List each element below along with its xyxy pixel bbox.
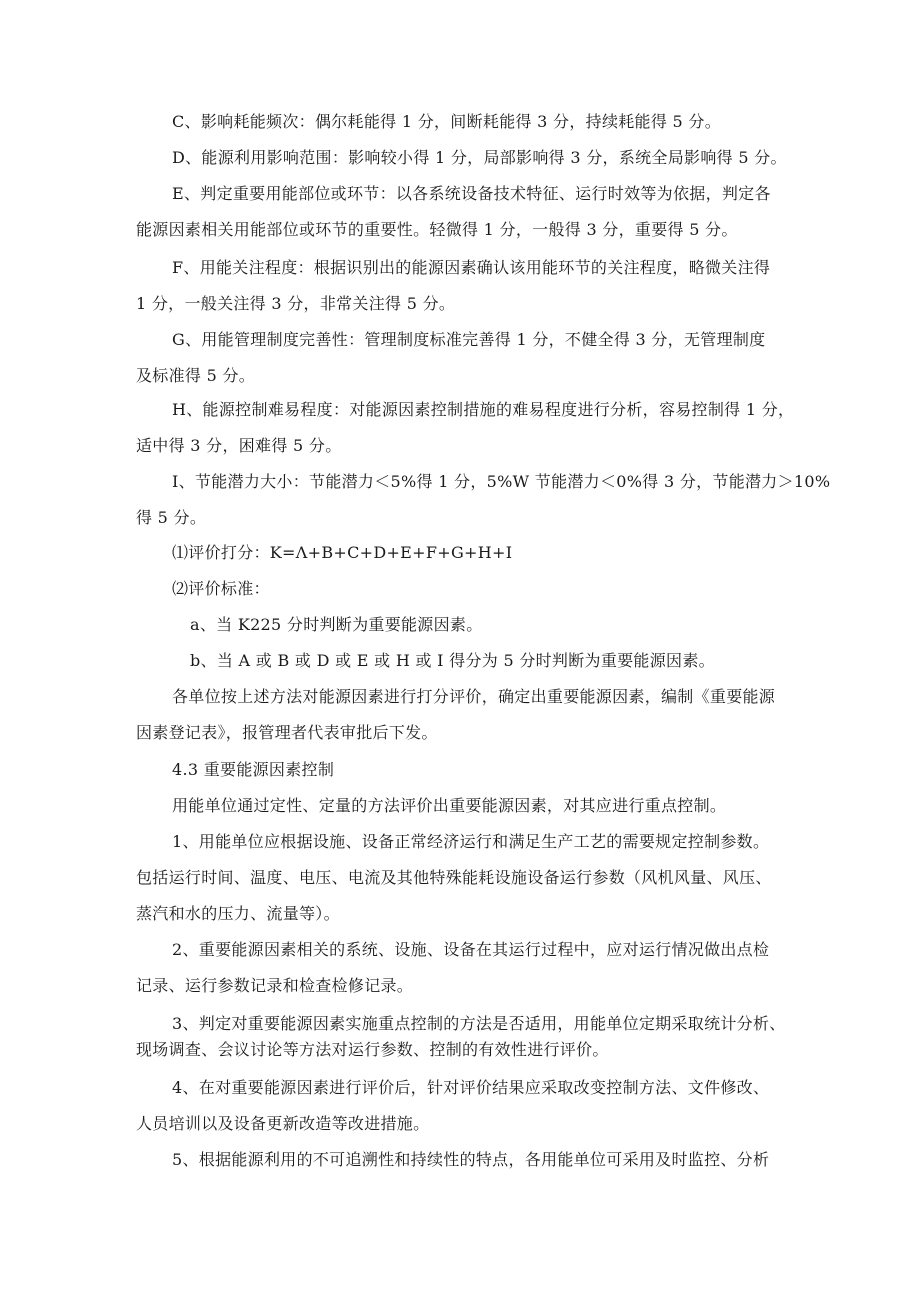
text-line-criteria-a: a、当 K225 分时判断为重要能源因素。 — [190, 615, 483, 634]
text-line-item-1: 1、用能单位应根据设施、设备正常经济运行和满足生产工艺的需要规定控制参数。 — [172, 832, 770, 851]
text-line-item-2-cont: 记录、运行参数记录和检查检修记录。 — [136, 976, 414, 995]
text-line-evaluation-method: 各单位按上述方法对能源因素进行打分评价，确定出重要能源因素，编制《重要能源 — [172, 687, 776, 706]
text-line-factor-e: E、判定重要用能部位或环节：以各系统设备技术特征、运行时效等为依据，判定各 — [172, 184, 771, 203]
text-line-factor-f: F、用能关注程度：根据识别出的能源因素确认该用能环节的关注程度，略微关注得 — [172, 258, 771, 277]
text-line-factor-f-cont: 1 分，一般关注得 3 分，非常关注得 5 分。 — [136, 294, 456, 313]
text-line-evaluation-method-cont: 因素登记表》，报管理者代表审批后下发。 — [136, 723, 438, 742]
text-line-criteria-b: b、当 A 或 B 或 D 或 E 或 H 或 I 得分为 5 分时判断为重要能源因素。 — [190, 651, 715, 670]
text-line-factor-i-cont: 得 5 分。 — [136, 508, 207, 527]
text-line-item-1-cont-2: 蒸汽和水的压力、流量等）。 — [136, 904, 340, 923]
text-line-scoring-formula: ⑴评价打分：K=Λ+B+C+D+E+F+G+H+I — [172, 543, 513, 562]
text-line-item-5: 5、根据能源利用的不可追溯性和持续性的特点，各用能单位可采用及时监控、分析 — [172, 1150, 770, 1169]
text-line-item-4-cont: 人员培训以及设备更新改造等改进措施。 — [136, 1114, 430, 1133]
text-line-item-3: 3、判定对重要能源因素实施重点控制的方法是否适用，用能单位定期采取统计分析、 — [172, 1014, 786, 1033]
text-line-item-2: 2、重要能源因素相关的系统、设施、设备在其运行过程中，应对运行情况做出点检 — [172, 940, 770, 959]
text-line-factor-h-cont: 适中得 3 分，困难得 5 分。 — [136, 436, 342, 455]
text-line-factor-d: D、能源利用影响范围：影响较小得 1 分，局部影响得 3 分，系统全局影响得 5 分。 — [172, 148, 787, 167]
text-line-factor-h: H、能源控制难易程度：对能源因素控制措施的难易程度进行分析，容易控制得 1 分， — [172, 400, 795, 419]
text-line-item-4: 4、在对重要能源因素进行评价后，针对评价结果应采取改变控制方法、文件修改、 — [172, 1078, 770, 1097]
text-line-section-intro: 用能单位通过定性、定量的方法评价出重要能源因素，对其应进行重点控制。 — [172, 796, 727, 815]
section-heading-4-3: 4.3 重要能源因素控制 — [172, 760, 335, 779]
text-line-factor-i: I、节能潜力大小：节能潜力＜5%得 1 分，5%W 节能潜力＜0%得 3 分，节能潜力＞10% — [172, 472, 831, 491]
text-line-item-1-cont: 包括运行时间、温度、电压、电流及其他特殊能耗设施设备运行参数（风机风量、风压、 — [136, 868, 772, 887]
text-line-factor-g-cont: 及标准得 5 分。 — [136, 366, 256, 385]
text-line-factor-g: G、用能管理制度完善性：管理制度标准完善得 1 分，不健全得 3 分，无管理制度 — [172, 330, 766, 349]
text-line-factor-e-cont: 能源因素相关用能部位或环节的重要性。轻微得 1 分，一般得 3 分，重要得 5 分。 — [136, 220, 738, 239]
text-line-item-3-cont: 现场调查、会议讨论等方法对运行参数、控制的有效性进行评价。 — [136, 1040, 609, 1059]
text-line-factor-c: C、影响耗能频次：偶尔耗能得 1 分，间断耗能得 3 分，持续耗能得 5 分。 — [172, 112, 721, 131]
text-line-criteria-heading: ⑵评价标准： — [172, 579, 270, 598]
